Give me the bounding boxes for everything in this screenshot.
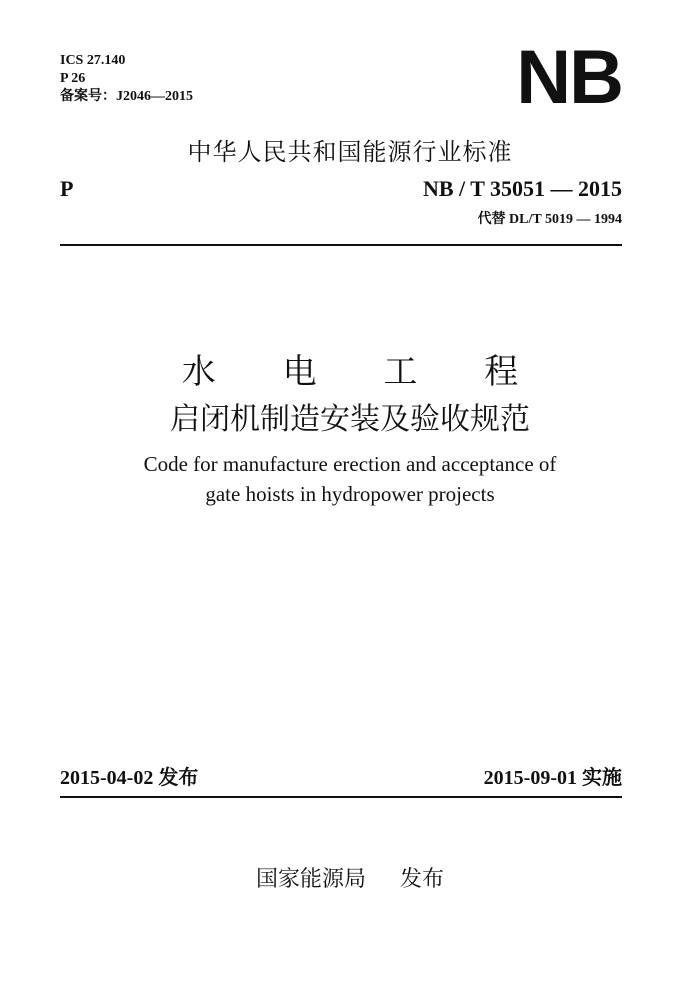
field-title: 水 电 工 程 <box>181 352 547 392</box>
top-divider <box>60 244 622 246</box>
issuer-name: 国家能源局 <box>255 867 366 892</box>
organization-title: 中华人民共和国能源行业标准 <box>187 138 513 166</box>
bottom-divider <box>60 796 622 798</box>
issuer-action: 发布 <box>400 867 445 892</box>
category-code: P <box>60 176 74 201</box>
standard-number: NB / T 35051 — 2015 <box>422 176 622 201</box>
english-title-line1: Code for manufacture erection and acceptance of <box>143 452 557 476</box>
p-class-code: P 26 <box>60 71 86 86</box>
filing-number: 备案号：J2046—2015 <box>60 89 193 104</box>
ics-code: ICS 27.140 <box>60 53 126 68</box>
nb-logo: NB <box>516 35 622 120</box>
implementation-date: 2015-09-01 实施 <box>483 767 622 789</box>
replaces-standard: 代替 DL/T 5019 — 1994 <box>477 212 622 227</box>
publish-date: 2015-04-02 发布 <box>60 767 199 789</box>
issuer-line <box>0 862 700 893</box>
english-title-line2: gate hoists in hydropower projects <box>205 482 495 506</box>
classification-block <box>60 52 193 106</box>
main-title: 启闭机制造安装及验收规范 <box>170 402 530 437</box>
